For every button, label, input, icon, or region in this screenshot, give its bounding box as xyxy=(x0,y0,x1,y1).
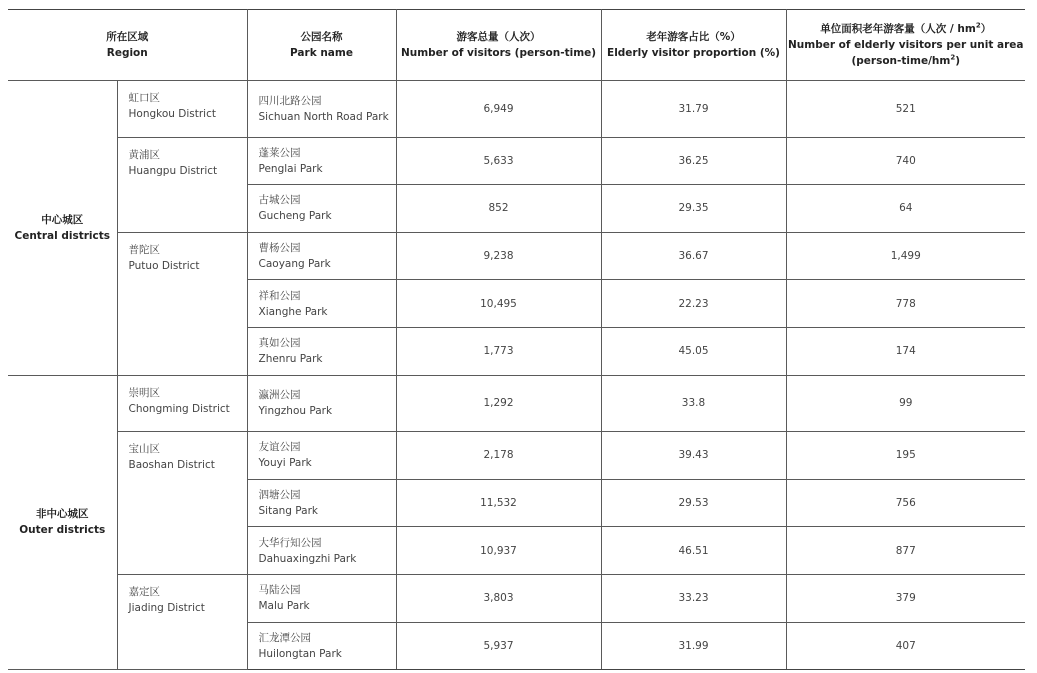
park-en: Xianghe Park xyxy=(258,305,328,318)
proportion-cell: 36.67 xyxy=(601,232,786,280)
header-park-en: Park name xyxy=(290,47,353,59)
district-cell xyxy=(117,81,247,138)
park-en: Sitang Park xyxy=(258,505,318,518)
header-row xyxy=(8,10,1025,81)
header-per-area-en: Number of elderly visitors per unit area xyxy=(787,39,1024,51)
per-area-cell: 379 xyxy=(786,574,1025,622)
park-en: Dahuaxingzhi Park xyxy=(258,552,357,565)
district-en: Baoshan District xyxy=(128,459,215,472)
park-en: Malu Park xyxy=(258,600,310,613)
district-zh: 普陀区 xyxy=(128,243,160,256)
header-per-area-en2 xyxy=(787,53,1026,69)
park-en: Huilongtan Park xyxy=(258,647,342,660)
region-en: Central districts xyxy=(14,229,110,242)
district-en: Jiading District xyxy=(128,601,205,614)
data-table xyxy=(8,9,1025,670)
header-per-area-zh-end: ） xyxy=(980,23,992,35)
header-per-area-en2-text: (person-time/hm xyxy=(851,55,951,67)
table-row xyxy=(8,232,1025,280)
park-en: Zhenru Park xyxy=(258,353,323,366)
park-cell xyxy=(247,622,396,670)
table-row xyxy=(8,432,1025,480)
park-zh: 古城公园 xyxy=(258,194,301,207)
per-area-cell: 195 xyxy=(786,432,1025,480)
header-proportion-en: Elderly visitor proportion (%) xyxy=(607,47,780,59)
district-zh: 宝山区 xyxy=(128,443,160,456)
park-cell xyxy=(247,375,396,432)
visitors-cell: 9,238 xyxy=(396,232,601,280)
table-row xyxy=(8,574,1025,622)
table-row xyxy=(8,375,1025,432)
district-cell xyxy=(117,432,247,575)
district-en: Hongkou District xyxy=(128,108,216,120)
district-cell xyxy=(117,574,247,669)
header-region-zh: 所在区域 xyxy=(106,31,149,43)
header-visitors-en: Number of visitors (person-time) xyxy=(400,47,597,59)
park-en: Yingzhou Park xyxy=(258,405,333,418)
proportion-cell: 29.53 xyxy=(601,479,786,527)
park-zh: 真如公园 xyxy=(258,337,301,350)
proportion-cell: 33.8 xyxy=(601,375,786,432)
table-body xyxy=(8,81,1025,670)
park-cell xyxy=(247,574,396,622)
park-zh: 祥和公园 xyxy=(258,289,301,302)
visitors-cell: 6,949 xyxy=(396,81,601,138)
proportion-cell: 33.23 xyxy=(601,574,786,622)
visitors-cell: 852 xyxy=(396,185,601,233)
header-region-en: Region xyxy=(106,47,148,59)
header-park-zh: 公园名称 xyxy=(300,31,343,43)
park-zh: 四川北路公园 xyxy=(258,94,322,107)
district-zh: 嘉定区 xyxy=(128,585,160,598)
district-en: Huangpu District xyxy=(128,164,218,177)
per-area-cell: 407 xyxy=(786,622,1025,670)
per-area-cell: 778 xyxy=(786,280,1025,328)
table-row xyxy=(8,81,1025,138)
park-en: Caoyang Park xyxy=(258,258,331,271)
visitors-cell: 11,532 xyxy=(396,479,601,527)
district-en: Putuo District xyxy=(128,259,200,272)
visitors-cell: 2,178 xyxy=(396,432,601,480)
park-cell xyxy=(247,479,396,527)
district-zh: 虹口区 xyxy=(128,92,160,104)
region-zh: 中心城区 xyxy=(41,213,84,226)
park-cell xyxy=(247,432,396,480)
proportion-cell: 31.79 xyxy=(601,81,786,138)
park-en: Youyi Park xyxy=(258,457,312,470)
district-zh: 崇明区 xyxy=(128,386,160,399)
park-en: Penglai Park xyxy=(258,162,323,175)
park-zh: 汇龙潭公园 xyxy=(258,631,311,644)
header-per-area-en2-sup: 2 xyxy=(950,53,956,62)
park-zh: 瀛洲公园 xyxy=(258,389,301,402)
region-cell xyxy=(8,81,117,376)
district-zh: 黄浦区 xyxy=(128,148,160,161)
visitors-cell: 5,937 xyxy=(396,622,601,670)
region-cell xyxy=(8,375,117,670)
park-zh: 曹杨公园 xyxy=(258,242,301,255)
visitors-cell: 10,495 xyxy=(396,280,601,328)
district-cell xyxy=(117,232,247,375)
park-zh: 泗塘公园 xyxy=(258,489,301,502)
proportion-cell: 29.35 xyxy=(601,185,786,233)
proportion-cell: 46.51 xyxy=(601,527,786,575)
per-area-cell: 99 xyxy=(786,375,1025,432)
park-zh: 蓬莱公园 xyxy=(258,146,301,159)
header-per-area-zh-text: 单位面积老年游客量（人次 / hm xyxy=(820,23,976,35)
park-cell xyxy=(247,185,396,233)
header-visitors-zh: 游客总量（人次） xyxy=(456,31,541,43)
proportion-cell: 39.43 xyxy=(601,432,786,480)
park-cell xyxy=(247,232,396,280)
visitors-cell: 5,633 xyxy=(396,137,601,185)
header-proportion-zh: 老年游客占比（%） xyxy=(646,31,741,43)
table-row xyxy=(8,137,1025,185)
per-area-cell: 740 xyxy=(786,137,1025,185)
park-cell xyxy=(247,81,396,138)
park-zh: 马陆公园 xyxy=(258,584,301,597)
region-zh: 非中心城区 xyxy=(36,508,89,521)
header-per-area-en2-end: ) xyxy=(955,55,961,67)
per-area-cell: 521 xyxy=(786,81,1025,138)
per-area-cell: 174 xyxy=(786,327,1025,375)
proportion-cell: 31.99 xyxy=(601,622,786,670)
per-area-cell: 877 xyxy=(786,527,1025,575)
visitors-cell: 1,773 xyxy=(396,327,601,375)
park-cell xyxy=(247,137,396,185)
park-en: Gucheng Park xyxy=(258,210,332,223)
region-en: Outer districts xyxy=(19,524,106,537)
proportion-cell: 45.05 xyxy=(601,327,786,375)
park-zh: 大华行知公园 xyxy=(258,536,322,549)
district-cell xyxy=(117,137,247,232)
visitors-cell: 10,937 xyxy=(396,527,601,575)
proportion-cell: 36.25 xyxy=(601,137,786,185)
header-per-area xyxy=(786,10,1025,81)
per-area-cell: 756 xyxy=(786,479,1025,527)
header-region xyxy=(8,10,247,81)
park-en: Sichuan North Road Park xyxy=(258,110,389,123)
visitors-cell: 3,803 xyxy=(396,574,601,622)
header-per-area-zh xyxy=(787,21,1026,37)
district-en: Chongming District xyxy=(128,402,230,415)
header-park xyxy=(247,10,396,81)
district-cell xyxy=(117,375,247,432)
header-per-area-zh-sup: 2 xyxy=(975,21,981,30)
per-area-cell: 64 xyxy=(786,185,1025,233)
park-cell xyxy=(247,327,396,375)
header-visitors xyxy=(396,10,601,81)
park-zh: 友谊公园 xyxy=(258,441,301,454)
park-cell xyxy=(247,280,396,328)
per-area-cell: 1,499 xyxy=(786,232,1025,280)
proportion-cell: 22.23 xyxy=(601,280,786,328)
park-cell xyxy=(247,527,396,575)
visitors-cell: 1,292 xyxy=(396,375,601,432)
header-proportion xyxy=(601,10,786,81)
